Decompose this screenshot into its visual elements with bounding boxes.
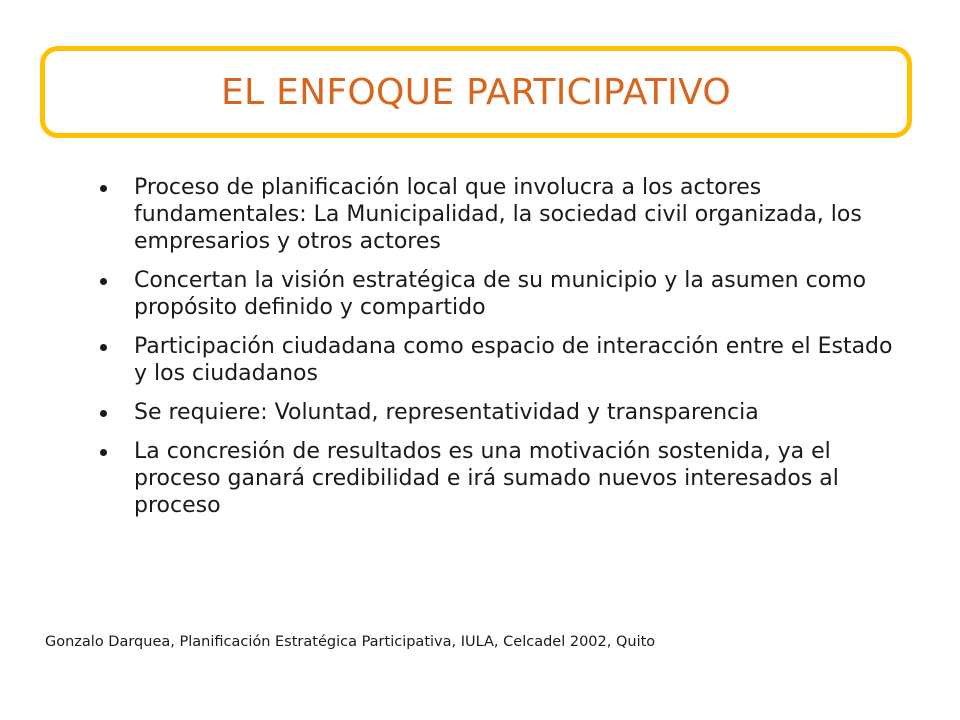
bullet-text: Se requiere: Voluntad, representatividad y transparencia [134, 400, 759, 425]
slide-title: EL ENFOQUE PARTICIPATIVO [220, 71, 731, 113]
bullet-dot-icon [100, 410, 107, 417]
bullet-dot-icon [100, 344, 107, 351]
bullet-text: Proceso de planificación local que involucra a los actores fundamentales: La Municipalidad, la sociedad civil organizada, los empresarios y otros actores [134, 175, 862, 254]
bullet-dot-icon [100, 278, 107, 285]
bullet-item [96, 267, 896, 321]
bullet-text: Concertan la visión estratégica de su municipio y la asumen como propósito definido y compartido [134, 268, 867, 320]
bullet-item [96, 438, 896, 519]
citation: Gonzalo Darquea, Planificación Estratégica Participativa, IULA, Celcadel 2002, Quito [45, 634, 656, 650]
bullet-dot-icon [100, 449, 107, 456]
bullet-dot-icon [100, 185, 107, 192]
bullet-item [96, 174, 896, 255]
bullet-text: La concresión de resultados es una motivación sostenida, ya el proceso ganará credibilidad e irá sumado nuevos interesados al proceso [134, 439, 839, 518]
title-box [40, 46, 912, 138]
bullet-item [96, 399, 896, 426]
bullet-list [96, 174, 896, 531]
bullet-text: Participación ciudadana como espacio de interacción entre el Estado y los ciudadanos [134, 334, 893, 386]
bullet-item [96, 333, 896, 387]
